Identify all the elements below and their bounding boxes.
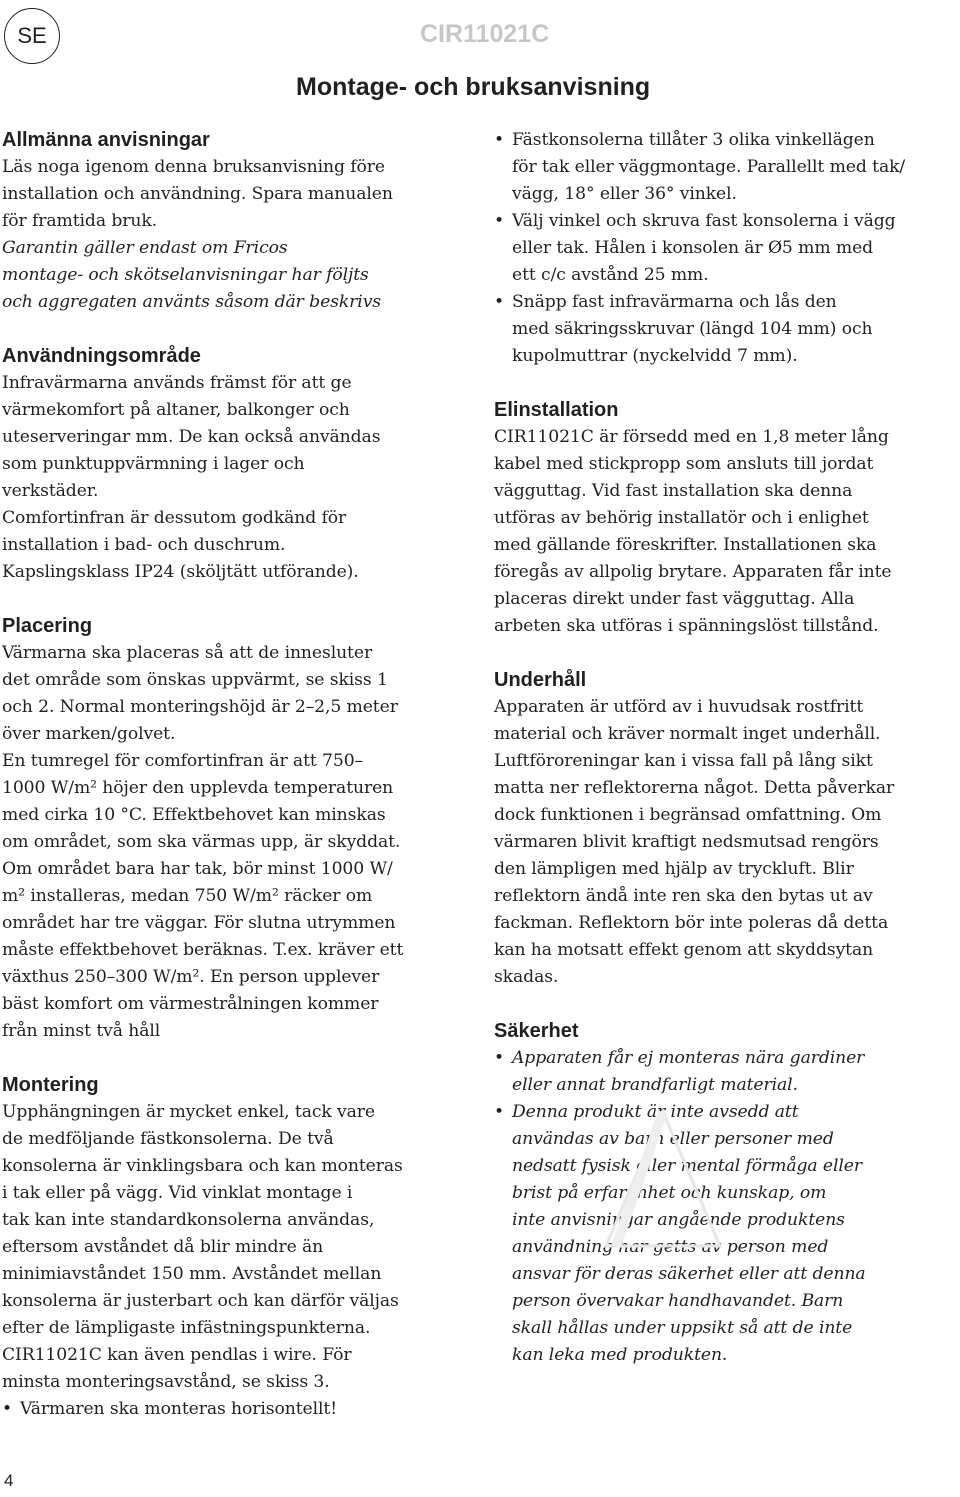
usage-bathroom-text — [2, 505, 472, 559]
list-item: • Denna produkt är inte avsedd att användas av barn eller personer med nedsatt fysisk eller mental förmåga eller brist på erfarenhet och kunskap, om inte anvisningar angående produktens användning har getts av person med ansvar för deras säkerhet eller att denna person övervakar handhavandet. Barn skall hållas under uppsikt så att de inte kan leka med produkten. — [494, 1102, 866, 1365]
text-line: ansvar för deras säkerhet eller att denna — [512, 1264, 866, 1284]
language-badge: SE — [4, 8, 60, 64]
text-line: inte anvisningar angående produktens — [512, 1210, 845, 1230]
text-line: minsta monteringsavstånd, se skiss 3. — [2, 1372, 330, 1392]
text-line: Apparaten får ej monteras nära gardiner — [512, 1048, 865, 1068]
list-item: • Apparaten får ej monteras nära gardiner eller annat brandfarligt material. — [494, 1048, 865, 1095]
text-line: Fästkonsolerna tillåter 3 olika vinkellägen — [512, 130, 875, 150]
text-line: uteserveringar mm. De kan också användas — [2, 427, 381, 447]
text-line: efter de lämpligaste infästningspunkterna. — [2, 1318, 371, 1338]
text-line: utföras av behörig installatör och i enlighet — [494, 508, 869, 528]
text-line: Snäpp fast infravärmarna och lås den — [512, 292, 837, 312]
safety-bullets — [494, 1045, 960, 1369]
left-column — [2, 127, 472, 1423]
right-column — [494, 127, 960, 1369]
text-line: konsolerna är vinklingsbara och kan monteras — [2, 1156, 403, 1176]
heading-electrical: Elinstallation — [494, 399, 619, 421]
text-line: över marken/golvet. — [2, 724, 176, 744]
document-title: Montage- och bruksanvisning — [296, 73, 651, 101]
text-line: m² installeras, medan 750 W/m² räcker om — [2, 886, 373, 906]
text-line: med cirka 10 °C. Effektbehovet kan minskas — [2, 805, 386, 825]
text-line: måste effektbehovet beräknas. T.ex. kräver ett — [2, 940, 404, 960]
text-line: En tumregel för comfortinfran är att 750– — [2, 751, 364, 771]
text-line: fackman. Reflektorn bör inte poleras då detta — [494, 913, 889, 933]
text-line: de medföljande fästkonsolerna. De två — [2, 1129, 334, 1149]
electrical-text — [494, 424, 960, 640]
text-line: Kapslingsklass IP24 (sköljtätt utförande). — [2, 562, 359, 582]
text-line: Luftföroreningar kan i vissa fall på lång sikt — [494, 751, 873, 771]
placement-rule-text — [2, 748, 472, 1045]
text-line: Upphängningen är mycket enkel, tack vare — [2, 1102, 375, 1122]
heading-maintenance: Underhåll — [494, 669, 587, 691]
text-line: användas av barn eller personer med — [512, 1129, 834, 1149]
heading-placement: Placering — [2, 615, 93, 637]
text-line: värmekomfort på altaner, balkonger och — [2, 400, 350, 420]
text-line: eftersom avståndet då blir mindre än — [2, 1237, 324, 1257]
text-line: ett c/c avstånd 25 mm. — [512, 265, 709, 285]
text-line: Läs noga igenom denna bruksanvisning före — [2, 157, 385, 177]
text-line: material och kräver normalt inget underhåll. — [494, 724, 881, 744]
text-line: Denna produkt är inte avsedd att — [512, 1102, 799, 1122]
text-line: Apparaten är utförd av i huvudsak rostfritt — [494, 697, 864, 717]
maintenance-text — [494, 694, 960, 991]
general-text — [2, 154, 472, 235]
list-item: • Fästkonsolerna tillåter 3 olika vinkellägen för tak eller väggmontage. Parallellt med tak/ vägg, 18° eller 36° vinkel. — [494, 130, 906, 204]
text-line: minimiavståndet 150 mm. Avståndet mellan — [2, 1264, 382, 1284]
text-line: reflektorn ändå inte ren ska den bytas ut av — [494, 886, 873, 906]
placement-text — [2, 640, 472, 748]
text-line: från minst två håll — [2, 1021, 161, 1041]
text-line: CIR11021C är försedd med en 1,8 meter lång — [494, 427, 889, 447]
text-line: Garantin gäller endast om Fricos — [2, 238, 288, 258]
text-line: och 2. Normal monteringshöjd är 2–2,5 meter — [2, 697, 398, 717]
text-line: Infravärmarna används främst för att ge — [2, 373, 352, 393]
text-line: det område som önskas uppvärmt, se skiss 1 — [2, 670, 388, 690]
text-line: växthus 250–300 W/m². En person upplever — [2, 967, 380, 987]
text-line: området har tre väggar. För slutna utrymmen — [2, 913, 396, 933]
text-line: skall hållas under uppsikt så att de inte — [512, 1318, 853, 1338]
text-line: föregås av allpolig brytare. Apparaten får inte — [494, 562, 892, 582]
model-number: CIR11021C — [420, 20, 550, 48]
text-line: arbeten ska utföras i spänningslöst tillstånd. — [494, 616, 879, 636]
text-line: för tak eller väggmontage. Parallellt med tak/ — [512, 157, 906, 177]
heading-safety: Säkerhet — [494, 1020, 579, 1042]
text-line: nedsatt fysisk eller mental förmåga eller — [512, 1156, 862, 1176]
list-item: • Snäpp fast infravärmarna och lås den med säkringsskruvar (längd 104 mm) och kupolmuttrar (nyckelvidd 7 mm). — [494, 292, 873, 366]
usage-text — [2, 370, 472, 505]
bracket-bullets — [494, 127, 960, 370]
text-line: eller annat brandfarligt material. — [512, 1075, 798, 1095]
heading-general: Allmänna anvisningar — [2, 129, 210, 151]
text-line: och aggregaten använts såsom där beskrivs — [2, 292, 382, 312]
text-line: kan leka med produkten. — [512, 1345, 728, 1365]
text-line: bäst komfort om värmestrålningen kommer — [2, 994, 379, 1014]
text-line: CIR11021C kan även pendlas i wire. För — [2, 1345, 352, 1365]
list-item: • Välj vinkel och skruva fast konsolerna i vägg eller tak. Hålen i konsolen är Ø5 mm med ett c/c avstånd 25 mm. — [494, 211, 896, 285]
text-line: 1000 W/m² höjer den upplevda temperaturen — [2, 778, 394, 798]
list-item: • Värmaren ska monteras horisontellt! — [2, 1399, 338, 1419]
mounting-text — [2, 1099, 472, 1396]
text-line: vägg, 18° eller 36° vinkel. — [512, 184, 737, 204]
text-line: om området, som ska värmas upp, är skyddat. — [2, 832, 401, 852]
text-line: med gällande föreskrifter. Installationen ska — [494, 535, 877, 555]
text-line: placeras direkt under fast vägguttag. Alla — [494, 589, 855, 609]
text-line: dock funktionen i begränsad omfattning. Om — [494, 805, 882, 825]
text-line: tak kan inte standardkonsolerna användas, — [2, 1210, 375, 1230]
text-line: Välj vinkel och skruva fast konsolerna i vägg — [512, 211, 896, 231]
text-line: installation i bad- och duschrum. — [2, 535, 286, 555]
text-line: matta ner reflektorerna något. Detta påverkar — [494, 778, 895, 798]
text-line: kupolmuttrar (nyckelvidd 7 mm). — [512, 346, 798, 366]
text-line: vägguttag. Vid fast installation ska denna — [494, 481, 853, 501]
text-line: som punktuppvärmning i lager och — [2, 454, 305, 474]
text-line: värmaren blivit kraftigt nedsmutsad rengörs — [494, 832, 879, 852]
text-line: konsolerna är justerbart och kan därför väljas — [2, 1291, 399, 1311]
text-line: eller tak. Hålen i konsolen är Ø5 mm med — [512, 238, 874, 258]
text-line: Om området bara har tak, bör minst 1000 W/ — [2, 859, 393, 879]
text-line: Comfortinfran är dessutom godkänd för — [2, 508, 347, 528]
mounting-bullets — [2, 1396, 472, 1423]
text-line: verkstäder. — [2, 481, 99, 501]
heading-mounting: Montering — [2, 1074, 99, 1096]
text-line: montage- och skötselanvisningar har följts — [2, 265, 369, 285]
text-line: den lämpligen med hjälp av tryckluft. Blir — [494, 859, 854, 879]
usage-ip-text — [2, 559, 472, 586]
page-number: 4 — [4, 1471, 14, 1490]
text-line: användning har getts av person med — [512, 1237, 829, 1257]
text-line: för framtida bruk. — [2, 211, 157, 231]
text-line: brist på erfarenhet och kunskap, om — [512, 1183, 827, 1203]
text-line: kan ha motsatt effekt genom att skyddsytan — [494, 940, 874, 960]
heading-usage: Användningsområde — [2, 345, 201, 367]
text-line: Värmarna ska placeras så att de innesluter — [2, 643, 373, 663]
text-line: med säkringsskruvar (längd 104 mm) och — [512, 319, 873, 339]
text-line: i tak eller på vägg. Vid vinklat montage i — [2, 1183, 353, 1203]
text-line: person övervakar handhavandet. Barn — [512, 1291, 844, 1311]
text-line: skadas. — [494, 967, 559, 987]
warranty-text — [2, 235, 472, 316]
text-line: installation och användning. Spara manualen — [2, 184, 393, 204]
text-line: kabel med stickpropp som ansluts till jordat — [494, 454, 874, 474]
